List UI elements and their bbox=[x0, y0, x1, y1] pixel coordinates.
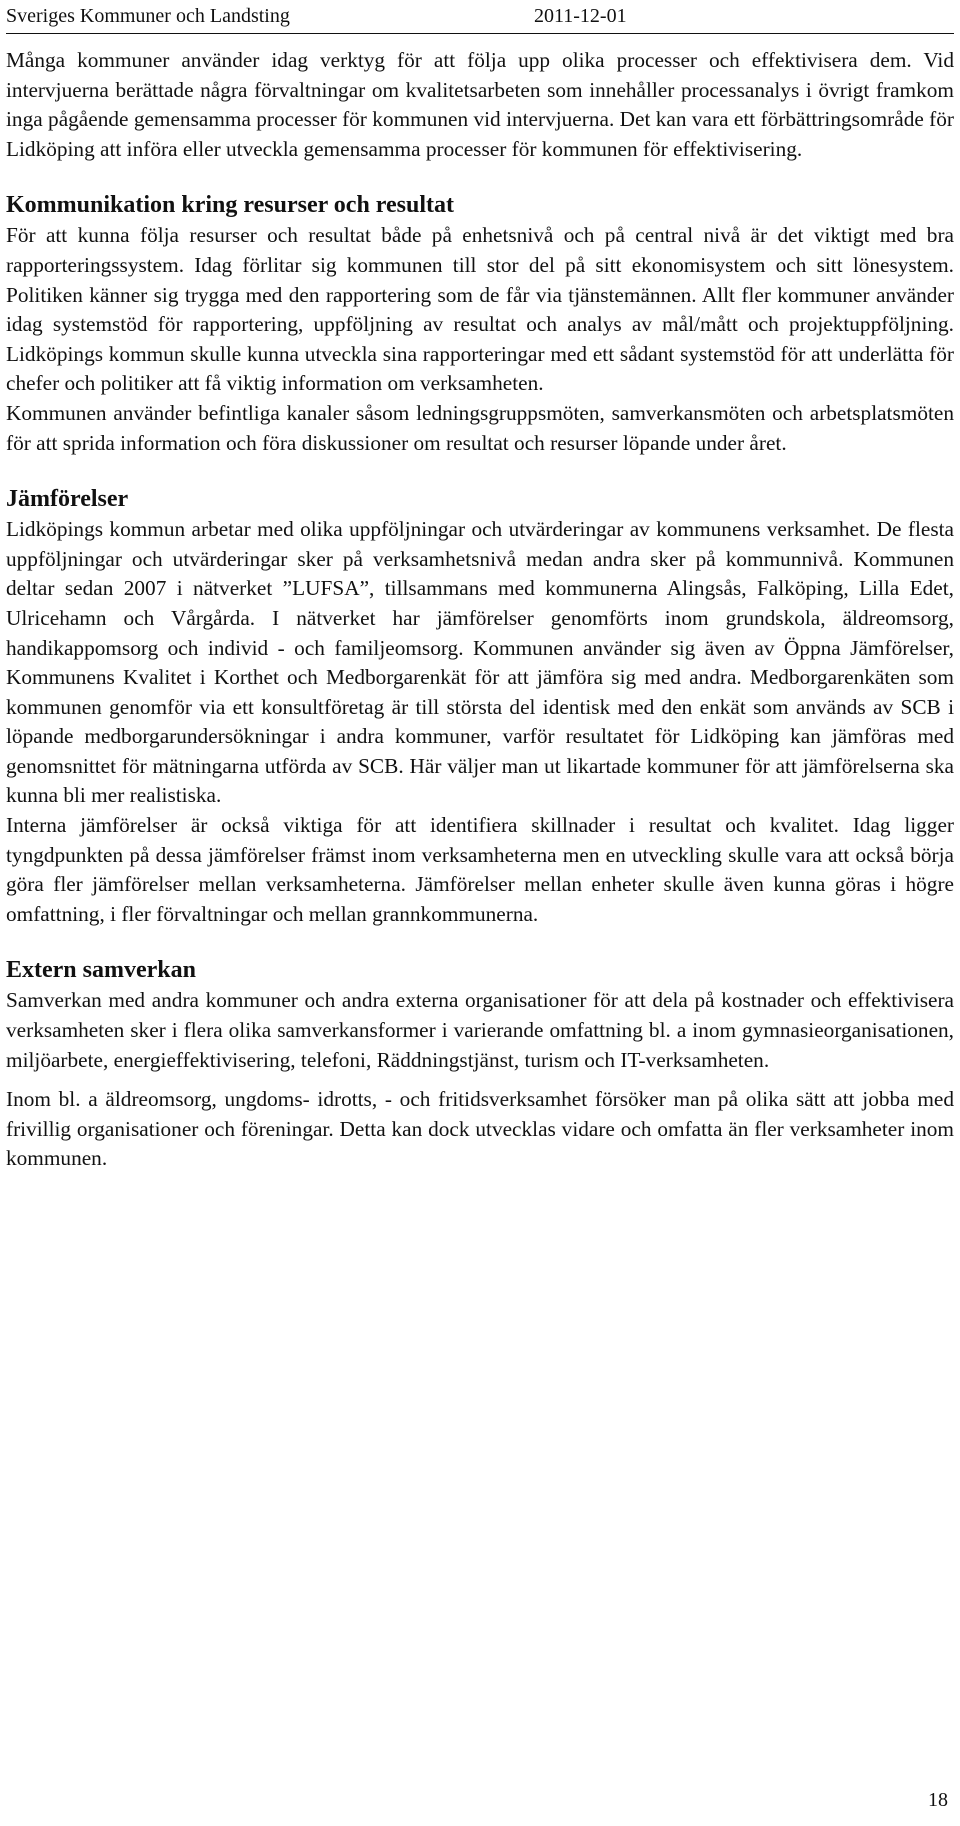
heading-kommunikation: Kommunikation kring resurser och resultat bbox=[6, 192, 455, 219]
page-number: 18 bbox=[928, 1789, 948, 1811]
document-body bbox=[6, 46, 954, 1174]
kommunikation-paragraph-2: Kommunen använder befintliga kanaler såsom ledningsgruppsmöten, samverkansmöten och arbetsplatsmöten för att sprida information och föra diskussioner om resultat och resurser löpande under året. bbox=[6, 400, 954, 455]
spacer bbox=[6, 458, 954, 484]
header-date: 2011-12-01 bbox=[534, 5, 627, 27]
spacer bbox=[6, 1075, 954, 1085]
intro-paragraph: Många kommuner använder idag verktyg för att följa upp olika processer och effektivisera dem. Vid intervjuerna berättade några förvaltningar om kvalitetsarbeten som innehåller processanalys i övrigt framkom inga pågående gemensamma processer för kommunen vid intervjuerna. Det kan vara ett förbättringsområde för Lidköping att införa eller utveckla gemensamma processer för kommunen för effektivisering. bbox=[6, 48, 954, 161]
extern-paragraph-1: Samverkan med andra kommuner och andra externa organisationer för att dela på kostnader och effektivisera verksamheten sker i flera olika samverkansformer i varierande omfattning bl. a inom gymnasieorganisationen, miljöarbete, energieffektivisering, telefoni, Räddningstjänst, turism och IT-verksamheten. bbox=[6, 988, 954, 1072]
jamforelser-paragraph-2: Interna jämförelser är också viktiga för att identifiera skillnader i resultat och kvalitet. Idag ligger tyngdpunkten på dessa jämförelser främst inom verksamheterna men en utveckling skulle vara att också börja göra fler jämförelser mellan verksamheterna. Jämförelser mellan enheter skulle även kunna göras i högre omfattning, i fler förvaltningar och mellan grannkommunerna. bbox=[6, 813, 954, 926]
header-organization: Sveriges Kommuner och Landsting bbox=[6, 5, 290, 27]
spacer bbox=[6, 929, 954, 955]
header-divider bbox=[6, 33, 954, 34]
jamforelser-paragraph-1: Lidköpings kommun arbetar med olika uppföljningar och utvärderingar av kommunens verksamhet. De flesta uppföljningar och utvärderingar sker på verksamhetsnivå medan andra sker på kommunnivå. Kommunen deltar sedan 2007 i nätverket ”LUFSA”, tillsammans med kommunerna Alingsås, Falköping, Lilla Edet, Ulricehamn och Vårgårda. I nätverket har jämförelser genomförts inom grundskola, äldreomsorg, handikappomsorg och individ - och familjeomsorg. Kommunen använder sig även av Öppna Jämförelser, Kommunens Kvalitet i Korthet och Medborgarenkät för att jämföra sig med andra. Medborgarenkäten som kommunen genomför via ett konsultföretag är till största del identisk med den enkät som används av SCB i löpande medborgarundersökningar i andra kommuner, varför resultatet för Lidköping kan jämföras med genomsnittet för mätningarna utförda av SCB. Här väljer man ut likartade kommuner för att jämförelserna ska kunna bli mer realistiska. bbox=[6, 517, 954, 808]
extern-paragraph-2: Inom bl. a äldreomsorg, ungdoms- idrotts, - och fritidsverksamhet försöker man på olika sätt att jobba med frivillig organisationer och föreningar. Detta kan dock utvecklas vidare och omfatta än fler verksamheter inom kommunen. bbox=[6, 1087, 954, 1171]
heading-jamforelser: Jämförelser bbox=[6, 486, 129, 513]
kommunikation-paragraph-1: För att kunna följa resurser och resultat både på enhetsnivå och på central nivå är det viktigt med bra rapporteringssystem. Idag förlitar sig kommunen till stor del på sitt ekonomisystem och sitt lönesystem. Politiken känner sig trygga med den rapportering som de får via tjänstemännen. Allt fler kommuner använder idag systemstöd för rapportering, uppföljning av resultat och analys av mål/mått och projektuppföljning. Lidköpings kommun skulle kunna utveckla sina rapporteringar med ett sådant systemstöd för att underlätta för chefer och politiker att få viktig information om verksamheten. bbox=[6, 223, 954, 396]
spacer bbox=[6, 164, 954, 190]
heading-extern-samverkan: Extern samverkan bbox=[6, 957, 196, 984]
page-header bbox=[6, 2, 954, 32]
